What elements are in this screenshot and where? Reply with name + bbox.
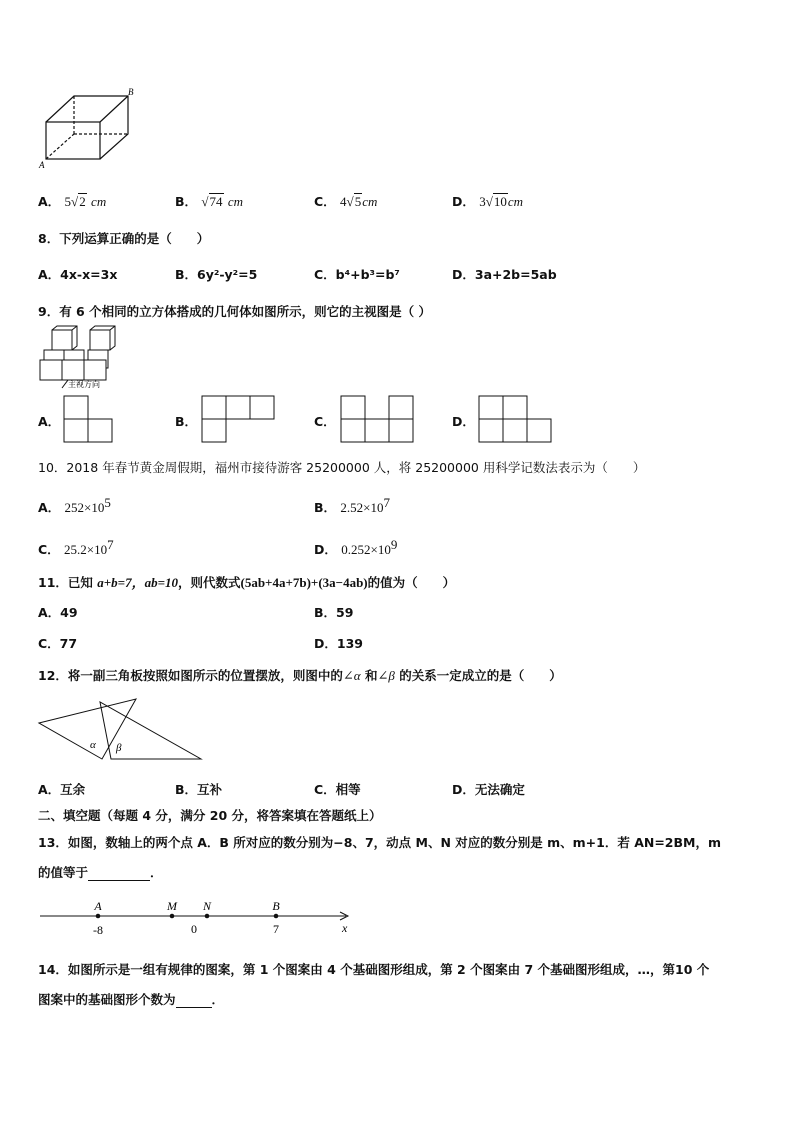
q9-option-d-grid[interactable] — [478, 395, 554, 445]
q9-view-direction-label: 主视方向 — [68, 380, 100, 389]
tick-label-a: -8 — [93, 923, 103, 937]
q7-cuboid-figure — [36, 84, 146, 170]
q12-triangles-figure — [36, 696, 206, 764]
q9-option-b[interactable]: B． — [175, 414, 198, 429]
q12-stem: 12．将一副三角板按照如图所示的位置摆放，则图中的∠α 和∠β 的关系一定成立的是（ ） — [38, 668, 562, 683]
axis-variable-label: x — [342, 921, 348, 935]
section-2-heading: 二、填空题（每题 4 分，满分 20 分，将答案填在答题纸上） — [38, 808, 382, 823]
q14-line1: 14．如图所示是一组有规律的图案，第 1 个图案由 4 个基础图形组成，第 2 个图案由 7 个基础图形组成，…，第10 个 — [38, 962, 710, 977]
q13-line2: 的值等于 ． — [38, 865, 163, 880]
q10-option-c[interactable]: C． $25.2\times 10^7$ — [38, 537, 114, 558]
q11-stem: 11．已知 a+b=7，ab=10，则代数式(5ab+4a+7b)+(3a−4ab)的值为（ ） — [38, 575, 456, 590]
q8-option-a[interactable]: A．4x-x=3x — [38, 267, 118, 282]
q9-stem: 9．有 6 个相同的立方体搭成的几何体如图所示，则它的主视图是（ ） — [38, 304, 431, 319]
point-m-label: M — [167, 899, 177, 913]
q7-option-b[interactable]: B． √74 cm — [175, 194, 244, 209]
q12-option-b[interactable]: B．互补 — [175, 782, 223, 797]
q8-stem: 8．下列运算正确的是（ ） — [38, 231, 210, 246]
q14-line2: 图案中的基础图形个数为 ． — [38, 992, 225, 1007]
point-n-label: N — [202, 899, 212, 913]
q14-answer-blank[interactable] — [176, 992, 212, 1008]
q12-option-c[interactable]: C．相等 — [314, 782, 361, 797]
q8-option-b[interactable]: B．6y²-y²=5 — [175, 267, 258, 282]
q9-option-a[interactable]: A． — [38, 414, 61, 429]
q11-option-a[interactable]: A．49 — [38, 605, 78, 620]
q10-option-d[interactable]: D． $0.252\times 10^9$ — [314, 537, 398, 558]
q11-option-d[interactable]: D．139 — [314, 636, 363, 651]
q7-option-a[interactable]: A． 5√2 cm — [38, 194, 107, 209]
q9-option-c-grid[interactable] — [340, 395, 416, 445]
q7-option-d[interactable]: D． 3√10cm — [452, 194, 524, 209]
q11-option-b[interactable]: B．59 — [314, 605, 354, 620]
q10-stem: 10．2018 年春节黄金周假期，福州市接待游客 25200000 人，将 25200000 用科学记数法表示为（ ） — [38, 460, 646, 475]
q12-option-d[interactable]: D．无法确定 — [452, 782, 525, 797]
point-b-label: B — [272, 899, 280, 913]
q9-option-c[interactable]: C． — [314, 414, 336, 429]
cube-label-a: A — [39, 160, 45, 170]
q9-cubes-figure — [38, 324, 124, 390]
point-a-label: A — [94, 899, 102, 913]
q9-option-a-grid[interactable] — [63, 395, 115, 445]
q9-option-b-grid[interactable] — [201, 395, 277, 445]
q8-option-c[interactable]: C．b⁴+b³=b⁷ — [314, 267, 400, 282]
angle-beta-label: β — [116, 742, 122, 754]
cube-label-b: B — [128, 87, 134, 97]
angle-alpha-label: α — [90, 739, 96, 751]
tick-label-zero: 0 — [191, 922, 197, 936]
q7-option-c[interactable]: C． 4√5cm — [314, 194, 378, 209]
q12-option-a[interactable]: A．互余 — [38, 782, 86, 797]
q10-option-a[interactable]: A． $252\times 10^5$ — [38, 495, 111, 516]
q10-option-b[interactable]: B． $2.52\times 10^7$ — [314, 495, 390, 516]
q8-option-d[interactable]: D．3a+2b=5ab — [452, 267, 557, 282]
q11-option-c[interactable]: C．77 — [38, 636, 78, 651]
q13-number-line — [36, 896, 356, 938]
q13-line1: 13．如图，数轴上的两个点 A．B 所对应的数分别为−8、7，动点 M、N 对应的数分别是 m、m+1．若 AN=2BM，m — [38, 835, 721, 850]
tick-label-b: 7 — [273, 922, 279, 936]
q13-answer-blank[interactable] — [88, 865, 150, 881]
q9-option-d[interactable]: D． — [452, 414, 475, 429]
